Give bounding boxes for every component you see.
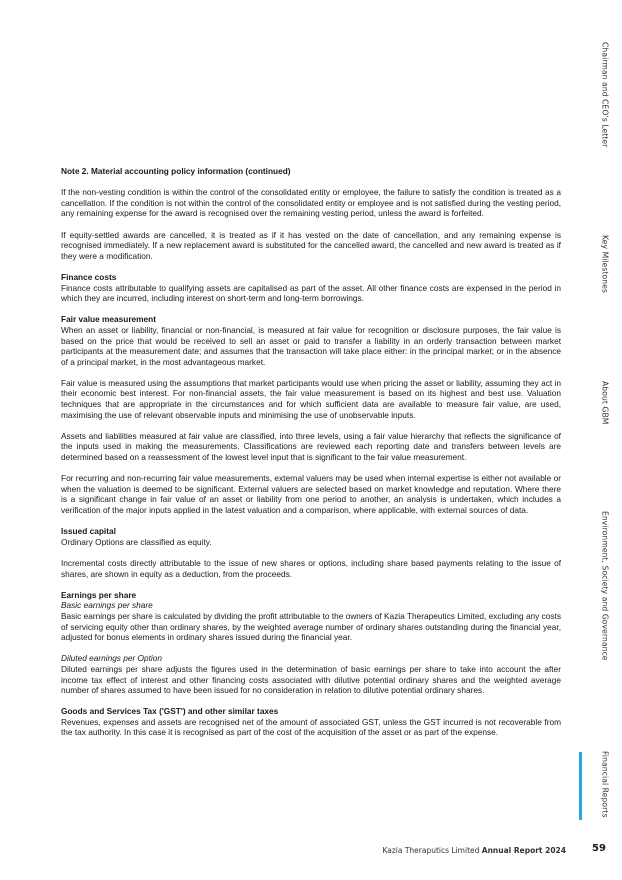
- paragraph: Fair value is measured using the assumptions that market participants would use when pricing the asset or liability, assuming they act in their economic best interest. For non-financial assets, the fair value measurement is based on its highest and best use. Valuation techniques that are appropriate in the circumstances and for which sufficient data are available to measure fair value, are used, maximising the use of relevant observable inputs and minimising the use of unobservable inputs.: [61, 377, 561, 420]
- paragraph: For recurring and non-recurring fair value measurements, external valuers may be used when internal expertise is either not available or when the valuation is deemed to be significant. External valuers are selected based on market knowledge and reputation. Where there is a significant change in fair value of an asset or liability from one period to another, an analysis is undertaken, which includes a verification of the major inputs applied in the latest valuation and a comparison, where applicable, with external sources of data.: [61, 473, 561, 515]
- section-heading-issued-capital: Issued capital: [61, 526, 116, 537]
- paragraph: When an asset or liability, financial or non-financial, is measured at fair value for recognition or disclosure purposes, the fair value is based on the price that would be received to sell an asset or paid to transfer a liability in an orderly transaction between market participants at the measurement date; and assumes that the transaction will take place either: in the principal market; or in the absence of a principal market, in the most advantageous market.: [61, 324, 561, 367]
- nav-tab-esg[interactable]: [598, 510, 612, 662]
- nav-tab-label: About GBM: [600, 381, 610, 425]
- paragraph: Revenues, expenses and assets are recognised net of the amount of associated GST, unless the GST incurred is not recoverable from the tax authority. In this case it is recognised as part of the cost of the acquisition of the asset or as part of the expense.: [61, 716, 561, 738]
- paragraph: Ordinary Options are classified as equity.: [61, 536, 212, 547]
- subheading-diluted-eps: Diluted earnings per Option: [61, 653, 163, 664]
- paragraph: Assets and liabilities measured at fair value are classified, into three levels, using a fair value hierarchy that reflects the significance of the inputs used in making the measurements. Classifications are reviewed each reporting date and transfers between levels are determined based on a reassessment of the lowest level input that is significant to the fair value measurement.: [61, 430, 561, 463]
- active-section-indicator: [579, 752, 582, 820]
- footer-company: Kazia Theraputics Limited: [382, 846, 482, 855]
- paragraph: Incremental costs directly attributable to the issue of new shares or options, including share based payments relating to the issue of shares, are shown in equity as a deduction, from the proceeds.: [61, 557, 561, 579]
- nav-tab-label: Key Milestones: [600, 234, 610, 294]
- nav-tab-financial-reports[interactable]: [598, 752, 612, 816]
- subheading-basic-eps: Basic earnings per share: [61, 600, 153, 611]
- paragraph: Finance costs attributable to qualifying assets are capitalised as part of the asset. All other finance costs are expensed in the period in which they are incurred, including interest on short-term and long-term borrowings.: [61, 282, 561, 304]
- paragraph: If equity-settled awards are cancelled, it is treated as if it has vested on the date of cancellation, and any remaining expense is recognised immediately. If a new replacement award is substituted for the cancelled award, the cancelled and new award is treated as if they were a modification.: [61, 229, 561, 261]
- section-heading-fair-value: Fair value measurement: [61, 314, 156, 325]
- nav-tab-chairman-letter[interactable]: [598, 40, 612, 150]
- paragraph: Basic earnings per share is calculated by dividing the profit attributable to the owners of Kazia Therapeutics Limited, excluding any costs of servicing equity other than ordinary shares, by the weighted average number of ordinary shares outstanding during the financial year, adjusted for bonus elements in ordinary shares issued during the financial year.: [61, 610, 561, 643]
- nav-tab-label: Environment, Society and Governance: [600, 511, 610, 661]
- paragraph: If the non-vesting condition is within the control of the consolidated entity or employee, the failure to satisfy the condition is treated as a cancellation. If the condition is not within the control of the consolidated entity or employee and is not satisfied during the vesting period, any remaining expense for the award is recognised over the remaining vesting period, unless the award is forfeited.: [61, 187, 561, 219]
- footer-report: Annual Report 2024: [481, 846, 566, 855]
- footer-report-title: [380, 846, 566, 855]
- document-body: [61, 166, 561, 738]
- section-heading-finance-costs: Finance costs: [61, 271, 117, 282]
- nav-tab-label: Financial Reports: [600, 750, 610, 818]
- section-heading-earnings-per-share: Earnings per share: [61, 589, 137, 600]
- nav-tab-about-gbm[interactable]: [598, 376, 612, 430]
- page-number: 59: [592, 843, 606, 854]
- nav-tab-label: Chairman and CEO's Letter: [600, 42, 610, 148]
- nav-tab-key-milestones[interactable]: [598, 232, 612, 296]
- note-title: Note 2. Material accounting policy information (continued): [61, 166, 291, 176]
- paragraph: Diluted earnings per share adjusts the figures used in the determination of basic earnings per share to take into account the after income tax effect of interest and other financing costs associated with dilutive potential ordinary shares and the weighted average number of shares assumed to have been issued for no consideration in relation to dilutive potential ordinary shares.: [61, 663, 561, 696]
- section-heading-gst: Goods and Services Tax ('GST') and other similar taxes: [61, 706, 279, 717]
